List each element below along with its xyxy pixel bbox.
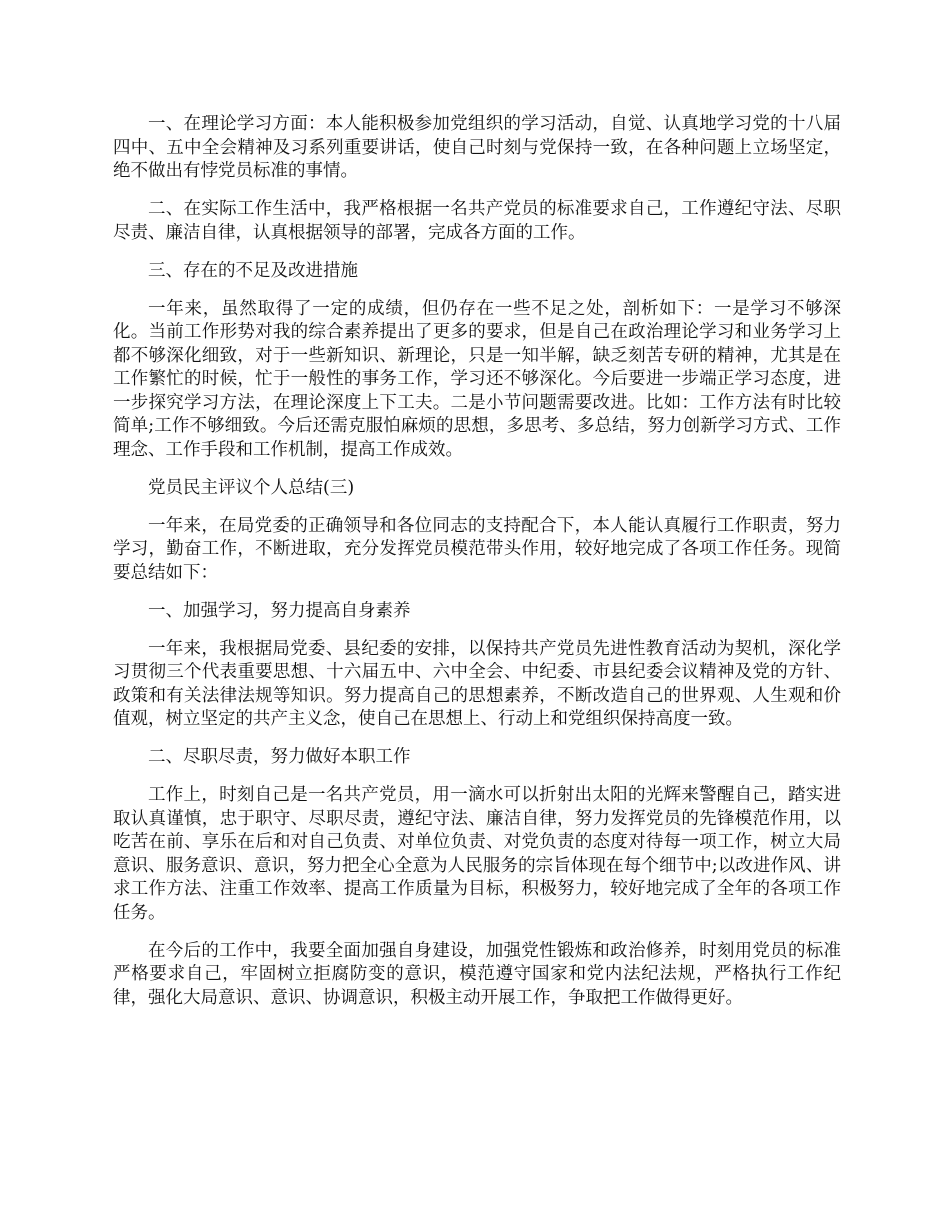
paragraph-study-details: 一年来，我根据局党委、县纪委的安排，以保持共产党员先进性教育活动为契机，深化学习贯彻三个代表重要思想、十六届五中、六中全会、中纪委、市县纪委会议精神及党的方针、政策和有关法律法规等知识。努力提高自己的思想素养，不断改造自己的世界观、人生观和价值观，树立坚定的共产主义念，使自己在思想上、行动上和党组织保持高度一致。: [113, 638, 841, 729]
paragraph-shortcomings-analysis: 一年来，虽然取得了一定的成绩，但仍存在一些不足之处，剖析如下：一是学习不够深化。当前工作形势对我的综合素养提出了更多的要求，但是自己在政治理论学习和业务学习上都不够深化细致，对于一些新知识、新理论，只是一知半解，缺乏刻苦专研的精神，尤其是在工作繁忙的时候，忙于一般性的事务工作，学习还不够深化。今后要进一步端正学习态度，进一步探究学习方法，在理论深度上下工夫。二是小节问题需要改进。比如：工作方法有时比较简单;工作不够细致。今后还需克服怕麻烦的思想，多思考、多总结，努力创新学习方式、工作理念、工作手段和工作机制，提高工作成效。: [113, 298, 841, 460]
paragraph-duties-details: 工作上，时刻自己是一名共产党员，用一滴水可以折射出太阳的光辉来警醒自己，踏实进取认真谨慎，忠于职守、尽职尽责，遵纪守法、廉洁自律，努力发挥党员的先锋模范作用，以吃苦在前、享乐在后和对自己负责、对单位负责、对党负责的态度对待每一项工作，树立大局意识、服务意识、意识，努力把全心全意为人民服务的宗旨体现在每个细节中;以改进作风、讲求工作方法、注重工作效率、提高工作质量为目标，积极努力，较好地完成了全年的各项工作任务。: [113, 785, 841, 923]
paragraph-future-work: 在今后的工作中，我要全面加强自身建设，加强党性锻炼和政治修养，时刻用党员的标准严格要求自己，牢固树立拒腐防变的意识，模范遵守国家和党内法纪法规，严格执行工作纪律，强化大局意识、意识、协调意识，积极主动开展工作，争取把工作做得更好。: [113, 940, 841, 1008]
section-title-summary-three: 党员民主评议个人总结(三): [148, 477, 355, 498]
heading-shortcomings: 三、存在的不足及改进措施: [148, 260, 358, 281]
paragraph-theory-study: 一、在理论学习方面：本人能积极参加党组织的学习活动，自觉、认真地学习党的十八届四中、五中全会精神及习系列重要讲话，使自己时刻与党保持一致，在各种问题上立场坚定，绝不做出有悖党员标准的事情。: [113, 114, 841, 181]
paragraph-summary-intro: 一年来，在局党委的正确领导和各位同志的支持配合下，本人能认真履行工作职责，努力学习，勤奋工作，不断进取，充分发挥党员模范带头作用，较好地完成了各项工作任务。现简要总结如下：: [113, 515, 841, 583]
heading-duties: 二、尽职尽责，努力做好本职工作: [148, 747, 411, 767]
paragraph-work-life: 二、在实际工作生活中，我严格根据一名共产党员的标准要求自己，工作遵纪守法、尽职尽责、廉洁自律，认真根据领导的部署，完成各方面的工作。: [113, 199, 841, 243]
document-body: [113, 113, 841, 1025]
heading-strengthen-study: 一、加强学习，努力提高自身素养: [148, 600, 411, 621]
